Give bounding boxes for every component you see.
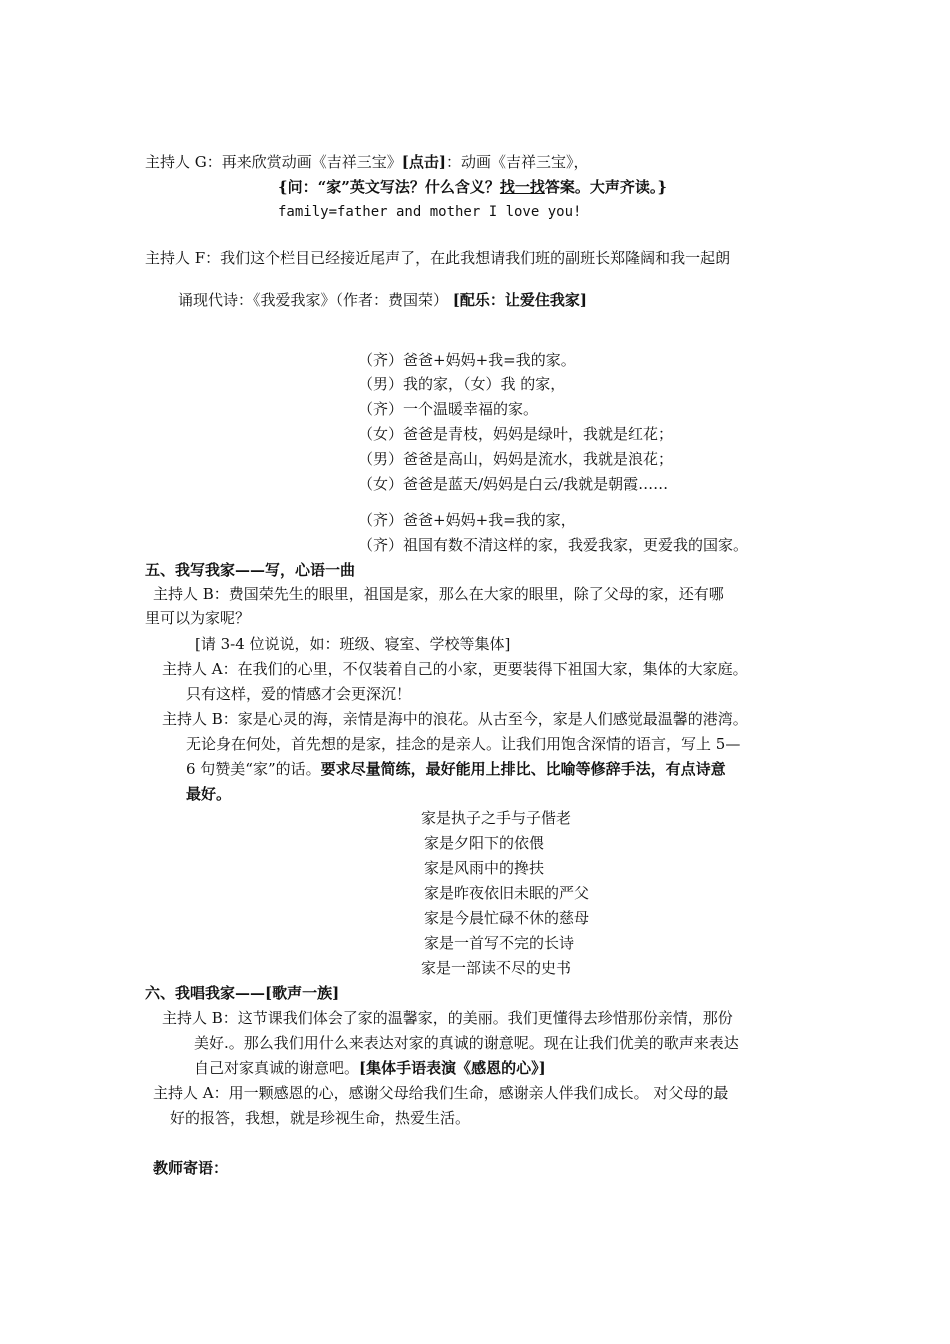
- question-text: {问：“家”英文写法？什么含义？: [278, 178, 500, 196]
- question-text-end: 答案。大声齐读。}: [544, 178, 668, 196]
- question-underlined: 找一找: [499, 178, 545, 196]
- s5-host-a-1: 主持人 A：在我们的心里，不仅装着自己的小家，更要装得下祖国大家，集体的大家庭。: [162, 660, 748, 678]
- host-f-line-2: [178, 290, 587, 310]
- poem-line: （女）爸爸是蓝天/妈妈是白云/我就是朝霞……: [358, 475, 669, 493]
- home-line: 家是昨夜依旧未眠的严父: [424, 884, 590, 902]
- home-line: 家是一部读不尽的史书: [421, 959, 572, 977]
- s6-host-b-1: 主持人 B：这节课我们体会了家的温馨家，的美丽。我们更懂得去珍惜那份亲情，那份: [162, 1009, 733, 1027]
- s5-note: [请 3-4 位说说，如：班级、寝室、学校等集体]: [195, 635, 511, 653]
- s6-host-a-2: 好的报答，我想，就是珍视生命，热爱生活。: [170, 1109, 471, 1127]
- sign-language-cue: [集体手语表演《感恩的心》]: [359, 1059, 546, 1077]
- s6-host-b-2: 美好.。那么我们用什么来表达对家的真诚的谢意呢。现在让我们优美的歌声来表达: [194, 1034, 739, 1052]
- click-cue: [点击]: [401, 153, 446, 171]
- poem-line: （男）爸爸是高山，妈妈是流水，我就是浪花；: [358, 450, 674, 468]
- poem-line: （齐）爸爸+妈妈+我=我的家。: [358, 351, 576, 369]
- s5-host-a-2: 只有这样，爱的情感才会更深沉！: [186, 685, 412, 703]
- section-5-heading: 五、我写我家——写，心语一曲: [145, 561, 356, 579]
- s5-host-b-2: 主持人 B：家是心灵的海，亲情是海中的浪花。从古至今，家是人们感觉最温馨的港湾。: [162, 710, 748, 728]
- family-acronym: family=father and mother I love you!: [278, 204, 582, 220]
- s6-host-a-1: 主持人 A：用一颗感恩的心，感谢父母给我们生命，感谢亲人伴我们成长。 对父母的最: [153, 1084, 729, 1102]
- teacher-message-label: 教师寄语：: [153, 1159, 229, 1177]
- home-line: 家是一首写不完的长诗: [424, 934, 575, 952]
- s6-host-b-3: [194, 1058, 546, 1078]
- poem-line: （男）我的家，（女）我 的家，: [358, 375, 566, 393]
- home-line: 家是今晨忙碌不休的慈母: [424, 909, 590, 927]
- poem-line: （齐）爸爸+妈妈+我=我的家，: [358, 511, 576, 529]
- question-line: [278, 177, 667, 197]
- host-g-text: 主持人 G：再来欣赏动画《吉祥三宝》: [145, 153, 402, 171]
- home-line: 家是夕阳下的依偎: [424, 834, 545, 852]
- poem-line: （齐）祖国有数不清这样的家，我爱我家，更爱我的国家。: [358, 536, 749, 554]
- s5-task-requirement-end: 最好。: [186, 785, 232, 803]
- music-cue: [配乐：让爱住我家]: [452, 291, 587, 309]
- s5-host-b-1: 主持人 B：费国荣先生的眼里，祖国是家，那么在大家的眼里，除了父母的家，还有哪: [153, 585, 724, 603]
- host-f-line-1: 主持人 F：我们这个栏目已经接近尾声了，在此我想请我们班的副班长郑隆阔和我一起朗: [145, 249, 731, 267]
- s5-host-b-2-cont: [186, 759, 726, 779]
- home-line: 家是风雨中的搀扶: [424, 859, 545, 877]
- s5-task-text: 6 句赞美“家”的话。: [186, 760, 321, 778]
- s5-host-b-1-cont: 里可以为家呢？: [145, 609, 251, 627]
- host-g-line: [145, 152, 588, 172]
- host-g-text-end: ：动画《吉祥三宝》，: [445, 153, 589, 171]
- section-6-heading: 六、我唱我家——[歌声一族]: [145, 984, 340, 1002]
- home-line: 家是执子之手与子偕老: [421, 809, 572, 827]
- s6-host-b-text: 自己对家真诚的谢意吧。: [194, 1059, 360, 1077]
- poem-title: 诵现代诗：《我爱我家》（作者：费国荣）: [178, 291, 449, 309]
- s5-host-b-2-cont: 无论身在何处，首先想的是家，挂念的是亲人。让我们用饱含深情的语言，写上 5—: [186, 735, 741, 753]
- s5-task-requirement: 要求尽量简练，最好能用上排比、比喻等修辞手法，有点诗意: [320, 760, 726, 778]
- poem-line: （齐）一个温暖幸福的家。: [358, 400, 539, 418]
- poem-line: （女）爸爸是青枝，妈妈是绿叶，我就是红花；: [358, 425, 674, 443]
